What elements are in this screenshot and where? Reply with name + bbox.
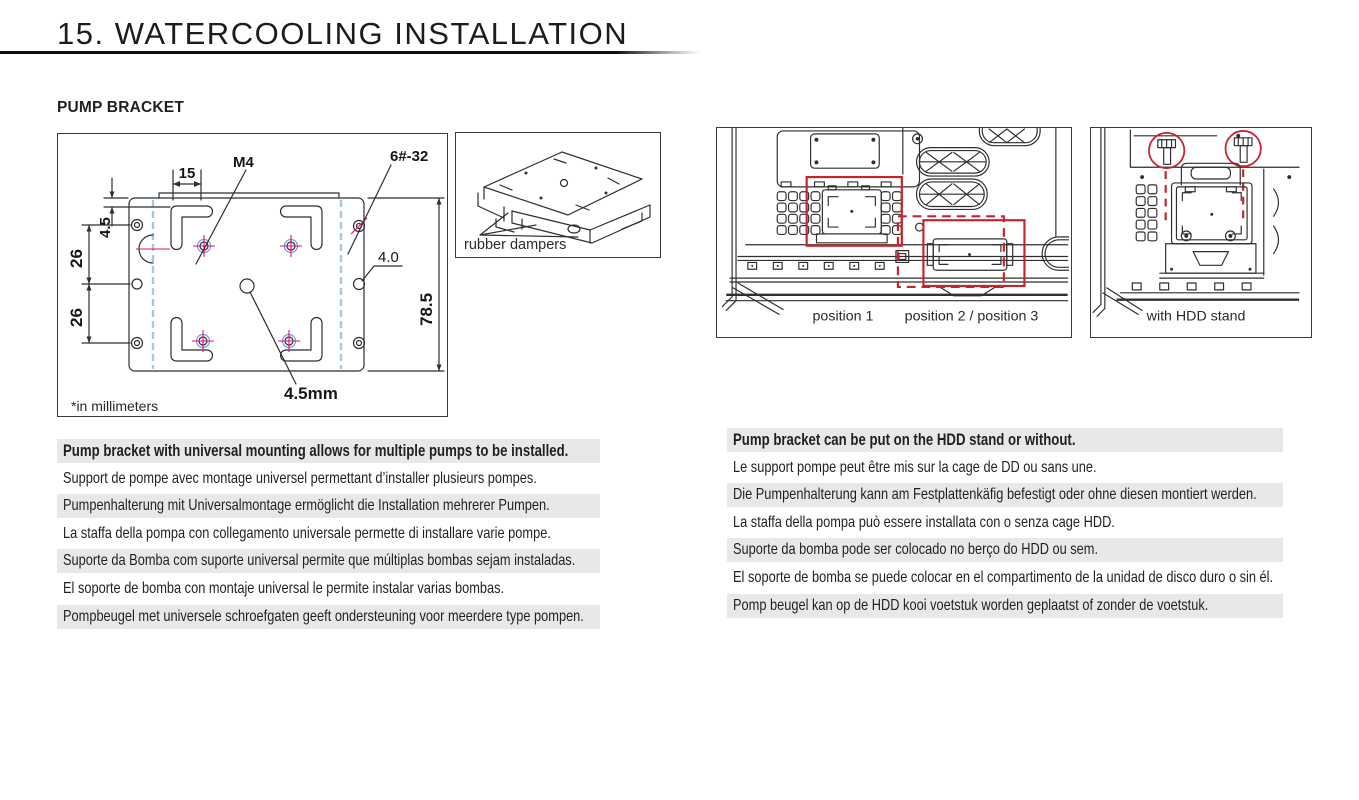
position-3-highlight	[898, 216, 1004, 287]
bracket-position-2	[896, 223, 1013, 270]
damper-assembly-sketch	[478, 152, 650, 243]
pump-text-fr: Support de pompe avec montage universel permettant d’installer plusieurs pompes.	[63, 469, 537, 487]
hdd-text-row	[727, 511, 1283, 535]
pump-text-row	[57, 549, 600, 573]
pump-text-row	[57, 605, 600, 629]
m4-mounting-holes	[192, 235, 302, 352]
dim-26-upper-label: 26	[67, 249, 86, 268]
hdd-text-de: Die Pumpenhalterung kann am Festplattenkäfig befestigt oder ohne diesen montiert werden.	[733, 486, 1257, 504]
section-heading: PUMP BRACKET	[57, 99, 184, 116]
pump-positions-diagram	[716, 127, 1072, 338]
dim-26-lower-label: 26	[67, 308, 86, 327]
hdd-stand-diagram	[1090, 127, 1312, 338]
pump-text-en: Pump bracket with universal mounting allows for multiple pumps to be installed.	[63, 442, 569, 460]
pump-text-row	[57, 467, 600, 491]
hdd-stand-drawing	[1091, 128, 1309, 335]
center-hole	[240, 279, 254, 293]
hdd-text-row	[727, 428, 1283, 452]
pump-text-row	[57, 439, 600, 463]
hdd-text-row	[727, 594, 1283, 618]
pump-text-nl: Pompbeugel met universele schroefgaten geeft ondersteuning voor meerdere type pompen.	[63, 607, 584, 625]
hdd-text-en: Pump bracket can be put on the HDD stand or without.	[733, 431, 1076, 449]
hdd-stand-text-block	[727, 428, 1283, 621]
page-title: 15. WATERCOOLING INSTALLATION	[57, 16, 629, 51]
dim-4-5-label: 4.5	[97, 217, 114, 238]
hdd-text-fr: Le support pompe peut être mis sur la cage de DD ou sans une.	[733, 458, 1097, 476]
cable-grommet-grid	[777, 192, 901, 235]
pump-text-pt: Suporte da Bomba com suporte universal permite que múltiplas bombas sejam instaladas.	[63, 552, 576, 570]
flange-holes	[132, 218, 368, 349]
title-rule	[0, 51, 700, 54]
thumbscrew-highlight-right	[1226, 131, 1261, 166]
hdd-text-pt: Suporte da bomba pode ser colocado no berço do HDD ou sem.	[733, 541, 1099, 559]
hdd-text-row	[727, 483, 1283, 507]
pump-text-es: El soporte de bomba con montaje universal le permite instalar varias bombas.	[63, 579, 505, 597]
pump-text-row	[57, 577, 600, 601]
hdd-stand-structure	[1160, 163, 1264, 278]
pump-positions-drawing	[717, 128, 1069, 335]
dim-15-label: 15	[178, 165, 196, 182]
hdd-text-row	[727, 538, 1283, 562]
pump-text-row	[57, 494, 600, 518]
cable-grommet-grid	[1136, 185, 1157, 241]
dim-4-0-label: 4.0	[378, 249, 399, 266]
position-2-3-caption: position 2 / position 3	[904, 308, 1039, 325]
bracket-position-1	[816, 186, 887, 243]
dim-4-5mm-label: 4.5mm	[284, 384, 338, 403]
pump-text-row	[57, 522, 600, 546]
hdd-text-nl: Pomp beugel kan op de HDD kooi voetstuk worden geplaatst of zonder de voetstuk.	[733, 596, 1209, 614]
screw-6-32-label: 6#-32	[390, 148, 429, 165]
pump-text-de: Pumpenhalterung mit Universalmontage ermöglicht die Installation mehrerer Pumpen.	[63, 497, 550, 515]
case-line-art	[1093, 128, 1299, 316]
hdd-text-it: La staffa della pompa può essere installata con o senza cage HDD.	[733, 513, 1115, 531]
dim-78-5-label: 78.5	[417, 292, 436, 326]
position-1-caption: position 1	[812, 308, 874, 325]
pump-bracket-drawing	[58, 134, 446, 415]
rubber-dampers-drawing	[456, 133, 658, 255]
thumbscrews	[1158, 138, 1252, 164]
bracket-plate	[129, 193, 364, 371]
millimeters-note: *in millimeters	[71, 398, 159, 414]
hdd-stand-caption: with HDD stand	[1146, 308, 1246, 325]
pump-bracket-text-block	[57, 439, 600, 632]
hdd-text-row	[727, 566, 1283, 590]
rubber-dampers-caption: rubber dampers	[464, 237, 567, 253]
rubber-dampers-diagram	[455, 132, 661, 258]
pump-text-it: La staffa della pompa con collegamento universale permette di installare varie pompe.	[63, 524, 551, 542]
thumbscrew-highlight-left	[1149, 133, 1184, 168]
hdd-text-es: El soporte de bomba se puede colocar en el compartimento de la unidad de disco duro o sin él.	[733, 568, 1274, 586]
hdd-text-row	[727, 456, 1283, 480]
pump-bracket-diagram	[57, 133, 448, 417]
m4-label: M4	[233, 154, 254, 171]
position-2-highlight	[923, 220, 1024, 286]
